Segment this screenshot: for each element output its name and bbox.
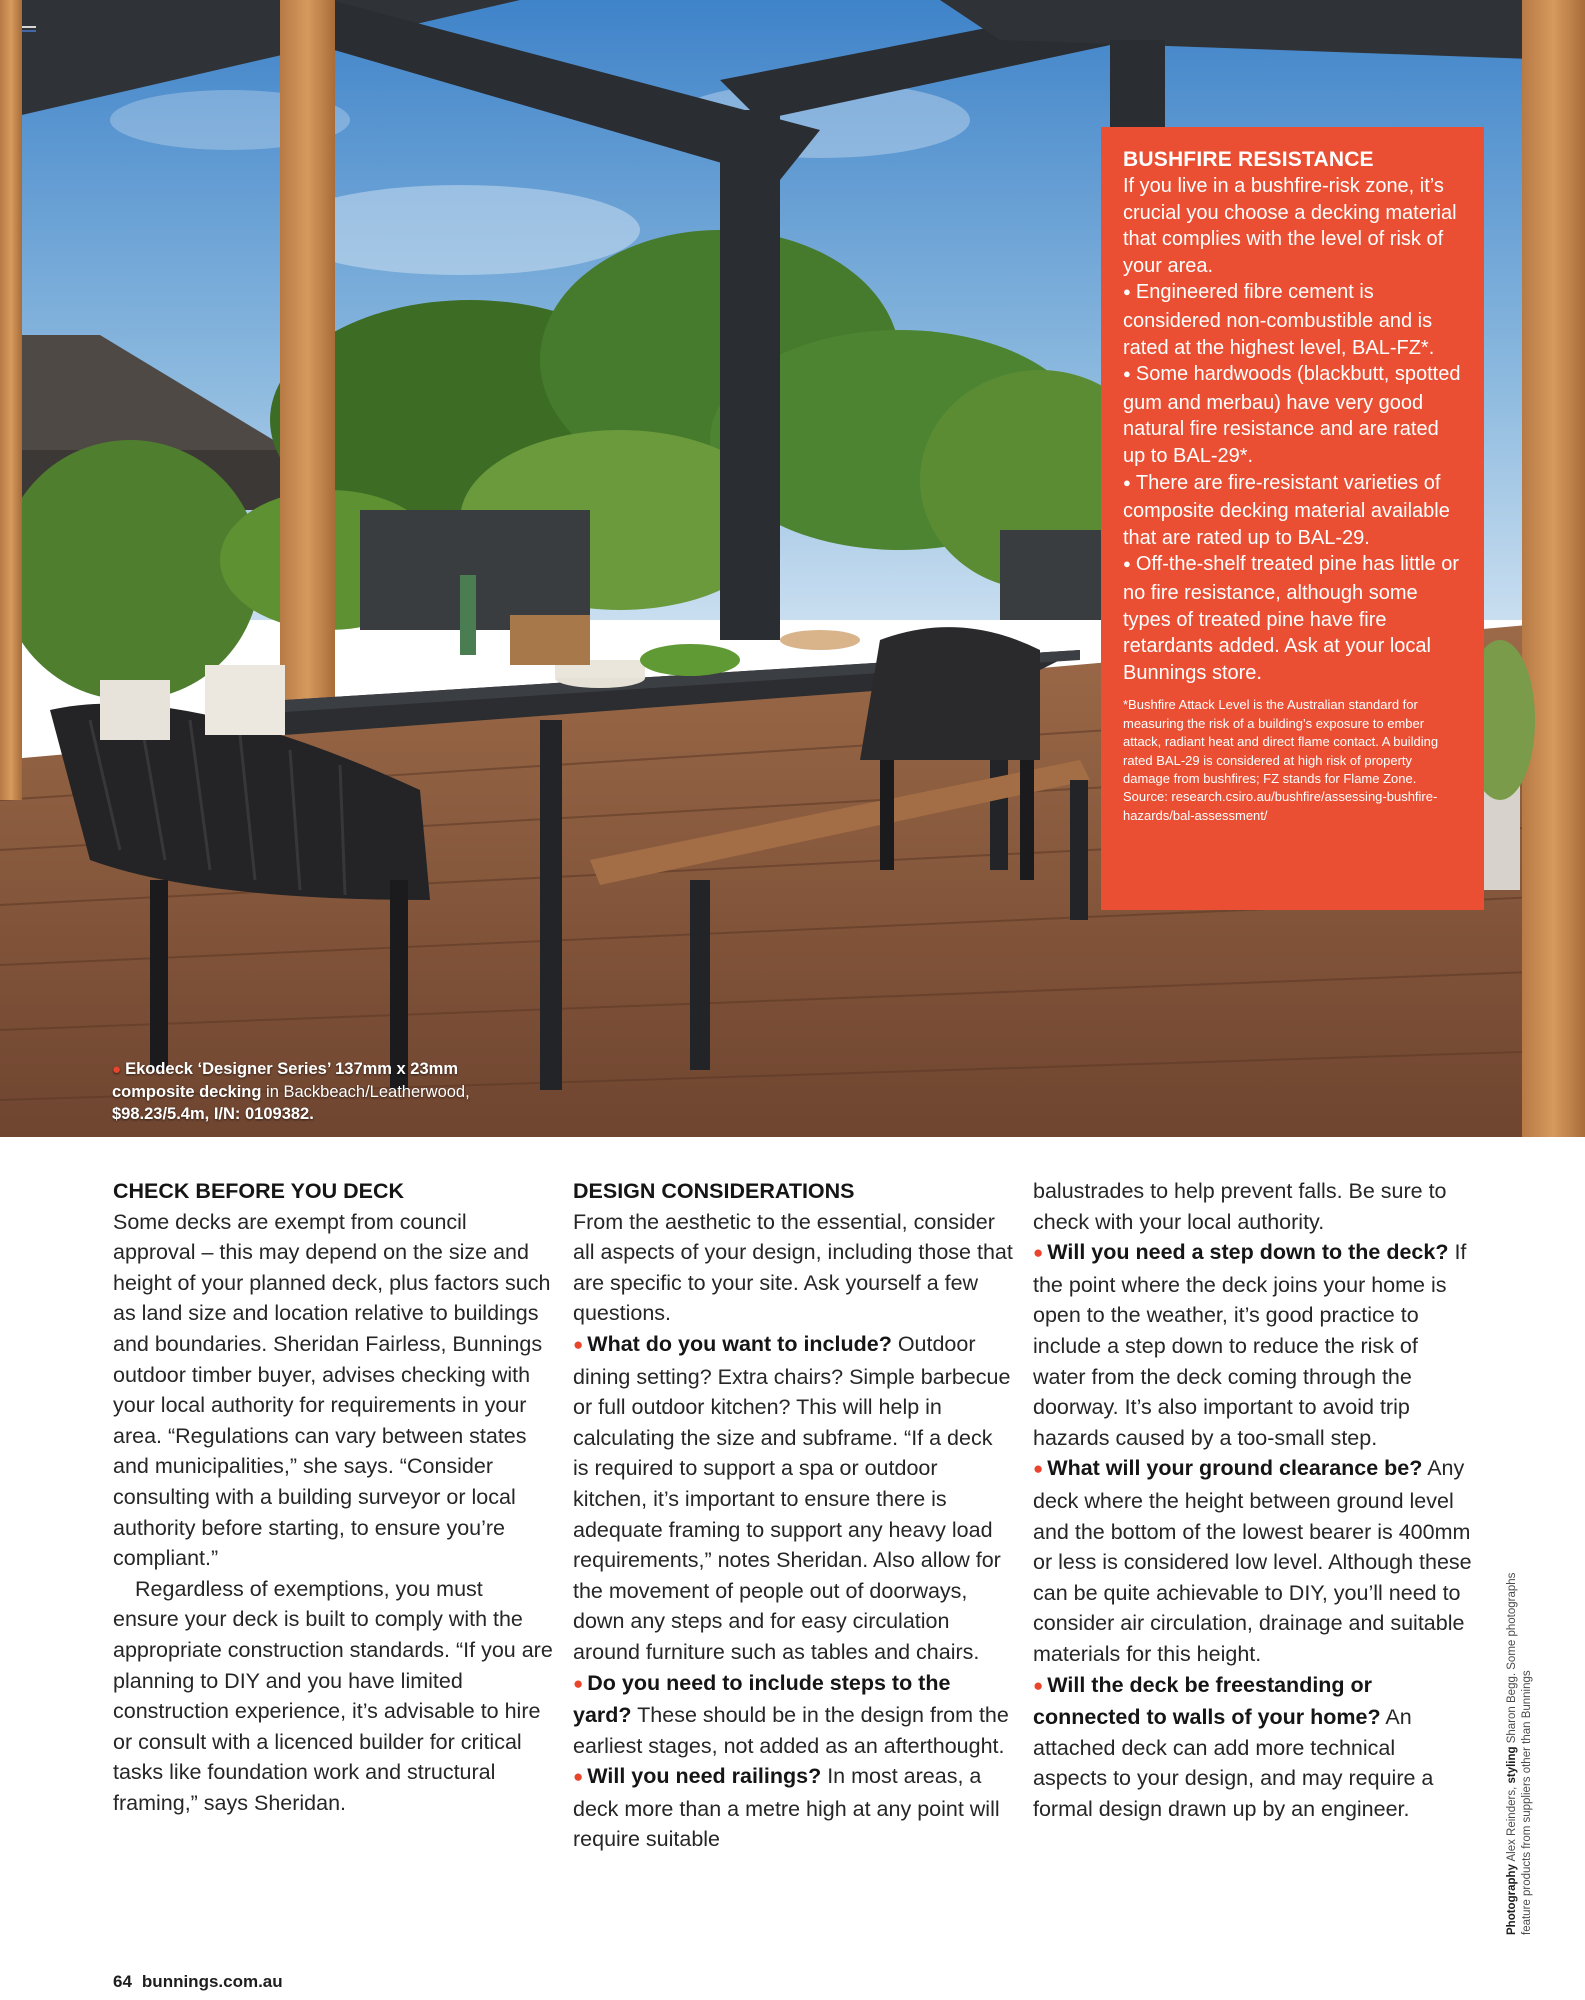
bushfire-bullet-4: ● Off-the-shelf treated pine has little or no fire resistance, although some types of treated pine have fire retardants added. Ask at your local Bunnings store. <box>1123 551 1462 686</box>
question-ground-clearance <box>1033 1453 1473 1669</box>
credit-suppliers-note: feature products from suppliers other than Bunnings <box>1521 1670 1533 1935</box>
bullet-icon: ● <box>573 1334 584 1354</box>
bullet-icon: ● <box>1033 1675 1044 1695</box>
footer-site-link[interactable]: bunnings.com.au <box>141 1972 283 1991</box>
bullet-icon: ● <box>1033 1243 1044 1263</box>
column-design-considerations <box>573 1176 1013 1855</box>
bushfire-bullet-1: ● Engineered fibre cement is considered non-combustible and is rated at the highest level, BAL-FZ*. <box>1123 279 1462 361</box>
answer-text: If the point where the deck joins your home is open to the weather, it’s good practice to include a step down to reduce the risk of water from the deck coming through the doorway. It’s also important to avoid trip hazards caused by a too-small step. <box>1033 1240 1467 1450</box>
answer-text: An attached deck can add more technical aspects to your design, and may require a formal design drawn up by an engineer. <box>1033 1705 1434 1821</box>
column-check-before-you-deck <box>113 1176 553 1818</box>
question-freestanding <box>1033 1670 1473 1825</box>
credit-photographer: Alex Reinders, <box>1506 1783 1518 1865</box>
bullet-icon: ● <box>573 1673 584 1693</box>
page-footer <box>113 1972 283 1992</box>
question-steps-to-yard <box>573 1668 1013 1762</box>
question-label: What will your ground clearance be? <box>1047 1456 1423 1481</box>
heading-design-considerations: DESIGN CONSIDERATIONS <box>573 1179 855 1203</box>
credit-photography-label: Photography <box>1506 1864 1518 1935</box>
col1-paragraph-2: Regardless of exemptions, you must ensure your deck is built to comply with the appropriate construction standards. “If you are planning to DIY and you have limited construction experience, it’s advisable to hire or consult with a licenced builder for critical tasks like foundation work and structural framing,” says Sheridan. <box>113 1576 553 1815</box>
col3-continuation: balustrades to help prevent falls. Be sure to check with your local authority. <box>1033 1179 1447 1234</box>
credit-styling-label: styling <box>1506 1746 1518 1784</box>
bushfire-title: BUSHFIRE RESISTANCE <box>1123 148 1374 171</box>
bushfire-intro: If you live in a bushfire-risk zone, it’s crucial you choose a decking material that complies with the level of risk of your area. <box>1123 175 1457 277</box>
caption-price: $98.23/5.4m, I/N: 0109382. <box>112 1105 314 1123</box>
photo-caption <box>112 1058 582 1125</box>
caption-bullet-icon: ● <box>112 1061 122 1078</box>
question-step-down <box>1033 1237 1473 1453</box>
column-design-considerations-continued <box>1033 1176 1473 1824</box>
question-label: Will you need railings? <box>587 1764 822 1789</box>
bushfire-bullet-2: ● Some hardwoods (blackbutt, spotted gum and merbau) have very good natural fire resistance and are rated up to BAL-29*. <box>1123 361 1462 469</box>
photo-credit <box>1505 1505 1535 1935</box>
col2-intro: From the aesthetic to the essential, consider all aspects of your design, including those that are specific to your site. Ask yourself a few questions. <box>573 1209 1013 1326</box>
heading-check-before-you-deck: CHECK BEFORE YOU DECK <box>113 1179 405 1203</box>
question-label: Will you need a step down to the deck? <box>1047 1240 1449 1265</box>
caption-colour: in Backbeach/Leatherwood, <box>261 1083 470 1101</box>
answer-text: Any deck where the height between ground level and the bottom of the lowest bearer is 400mm or less is considered low level. Although these can be quite achievable to DIY, you’ll need to consider air circulation, drainage and suitable materials for this height. <box>1033 1456 1472 1666</box>
answer-text: In most areas, a deck more than a metre high at any point will require suitable <box>573 1764 1000 1852</box>
bushfire-resistance-box <box>1101 127 1484 910</box>
bullet-icon: ● <box>1033 1459 1044 1479</box>
page-number: 64 <box>113 1972 132 1991</box>
question-label: Do you need to include steps to the yard? <box>573 1670 951 1728</box>
question-railings <box>573 1761 1013 1855</box>
col1-paragraph-1: Some decks are exempt from council approval – this may depend on the size and height of your planned deck, plus factors such as land size and location relative to buildings and boundaries. Sheridan Fairless, Bunnings outdoor timber buyer, advises checking with your local authority for requirements in your area. “Regulations can vary between states and municipalities,” she says. “Consider consulting with a building surveyor or local authority before starting, to ensure you’re compliant.” <box>113 1209 551 1571</box>
answer-text: These should be in the design from the earliest stages, not added as an afterthought. <box>573 1703 1009 1758</box>
caption-product-type: composite decking <box>112 1083 262 1101</box>
bushfire-bullet-3: ● There are fire-resistant varieties of composite decking material available that are rated up to BAL-29. <box>1123 470 1462 552</box>
caption-product: Ekodeck ‘Designer Series’ 137mm x 23mm <box>125 1060 459 1078</box>
question-label: What do you want to include? <box>587 1331 892 1356</box>
bullet-icon: ● <box>573 1767 584 1787</box>
credit-stylist: Sharon Begg. Some photographs <box>1506 1572 1518 1747</box>
question-label: Will the deck be freestanding or connected to walls of your home? <box>1033 1672 1381 1730</box>
bushfire-footnote: *Bushfire Attack Level is the Australian standard for measuring the risk of a building’s exposure to ember attack, radiant heat and direct flame contact. A building rated BAL-29 is considered at high risk of property damage from bushfires; FZ stands for Flame Zone. Source: research.csiro.au/bushfire/assessing-bushfire-hazards/bal-assessment/ <box>1123 697 1439 823</box>
question-what-to-include <box>573 1329 1013 1668</box>
answer-text: Outdoor dining setting? Extra chairs? Simple barbecue or full outdoor kitchen? This will help in calculating the size and subframe. “If a deck is required to support a spa or outdoor kitchen, it’s important to ensure there is adequate framing to support any heavy load requirements,” notes Sheridan. Also allow for the movement of people out of doorways, down any steps and for easy circulation around furniture such as tables and chairs. <box>573 1331 1011 1664</box>
